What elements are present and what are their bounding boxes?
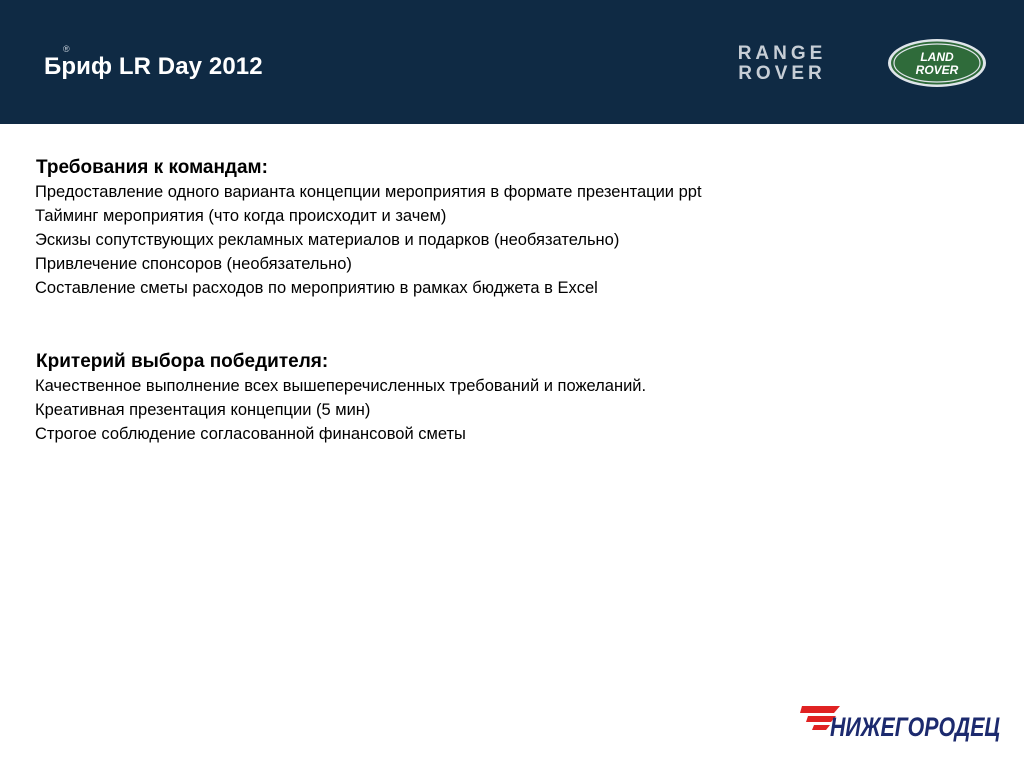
range-rover-logo-line2: ROVER xyxy=(738,63,826,84)
requirement-item: Предоставление одного варианта концепции мероприятия в формате презентации ppt xyxy=(35,183,702,201)
range-rover-logo-line1: RANGE xyxy=(737,43,827,64)
range-rover-logo xyxy=(716,41,848,83)
criteria-section xyxy=(35,350,935,446)
land-rover-logo-line1: LAND xyxy=(920,50,954,64)
requirement-item: Составление сметы расходов по мероприятию в рамках бюджета в Excel xyxy=(35,279,598,297)
page-title: Бриф LR Day 2012 xyxy=(44,53,263,80)
criteria-item: Строгое соблюдение согласованной финансовой сметы xyxy=(35,425,466,443)
nizhegorodets-logo xyxy=(800,700,1006,744)
brief-content xyxy=(35,156,935,446)
requirement-item: Эскизы сопутствующих рекламных материалов и подарков (необязательно) xyxy=(35,231,620,249)
title-mark: ® xyxy=(63,44,70,54)
header-bar xyxy=(0,0,1024,124)
nizhegorodets-logo-text: НИЖЕГОРОДЕЦ xyxy=(830,712,1001,742)
requirement-item: Привлечение спонсоров (необязательно) xyxy=(35,255,352,273)
land-rover-logo-line2: ROVER xyxy=(915,63,959,77)
requirements-section xyxy=(35,156,935,300)
criteria-heading: Критерий выбора победителя: xyxy=(36,351,329,372)
land-rover-logo xyxy=(886,37,988,89)
criteria-item: Креативная презентация концепции (5 мин) xyxy=(35,401,371,419)
criteria-item: Качественное выполнение всех вышеперечисленных требований и пожеланий. xyxy=(35,377,647,395)
requirement-item: Тайминг мероприятия (что когда происходит и зачем) xyxy=(35,207,447,225)
requirements-heading: Требования к командам: xyxy=(36,157,268,178)
